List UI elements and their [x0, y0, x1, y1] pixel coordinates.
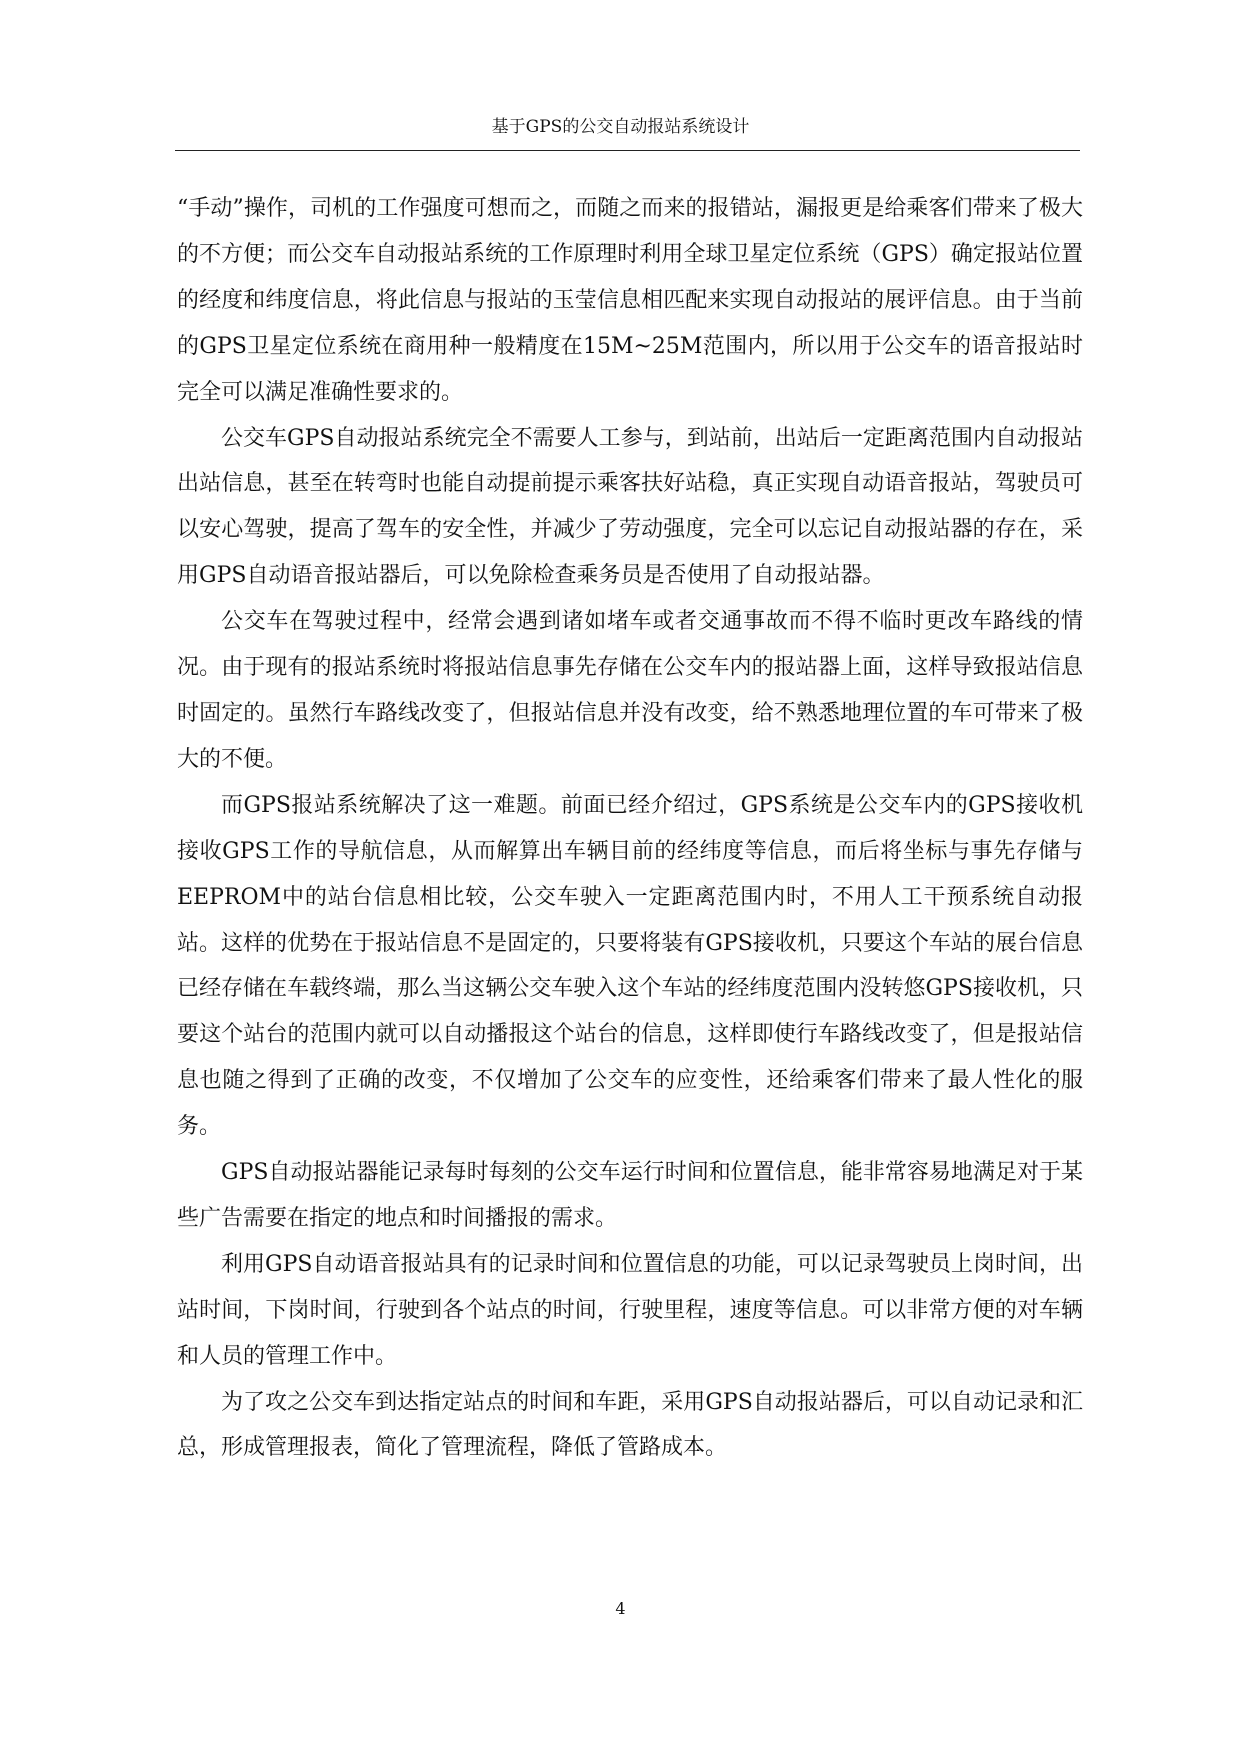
body-text: [177, 186, 1083, 1471]
paragraph: 公交车在驾驶过程中，经常会遇到诸如堵车或者交通事故而不得不临时更改车路线的情况。由于现有的报站系统时将报站信息事先存储在公交车内的报站器上面，这样导致报站信息时固定的。虽然行车路线改变了，但报站信息并没有改变，给不熟悉地理位置的车可带来了极大的不便。: [177, 609, 1083, 772]
page-number: 4: [615, 1599, 626, 1618]
paragraph: 公交车GPS自动报站系统完全不需要人工参与，到站前，出站后一定距离范围内自动报站出站信息，甚至在转弯时也能自动提前提示乘客扶好站稳，真正实现自动语音报站，驾驶员可以安心驾驶，提高了驾车的安全性，并减少了劳动强度，完全可以忘记自动报站器的存在，采用GPS自动语音报站器后，可以免除检查乘务员是否使用了自动报站器。: [177, 425, 1083, 589]
paragraph-continuation: “手动”操作，司机的工作强度可想而之，而随之而来的报错站，漏报更是给乘客们带来了极大的不方便；而公交车自动报站系统的工作原理时利用全球卫星定位系统（GPS）确定报站位置的经度和纬度信息，将此信息与报站的玉莹信息相匹配来实现自动报站的展评信息。由于当前的GPS卫星定位系统在商用种一般精度在15M~25M范围内，所以用于公交车的语音报站时完全可以满足准确性要求的。: [177, 196, 1083, 405]
paragraph: 为了攻之公交车到达指定站点的时间和车距，采用GPS自动报站器后，可以自动记录和汇总，形成管理报表，简化了管理流程，降低了管路成本。: [177, 1389, 1083, 1461]
paragraph: 而GPS报站系统解决了这一难题。前面已经介绍过，GPS系统是公交车内的GPS接收机接收GPS工作的导航信息，从而解算出车辆目前的经纬度等信息，而后将坐标与事先存储与EEPROM中的站台信息相比较，公交车驶入一定距离范围内时，不用人工干预系统自动报站。这样的优势在于报站信息不是固定的，只要将装有GPS接收机，只要这个车站的展台信息已经存储在车载终端，那么当这辆公交车驶入这个车站的经纬度范围内没转悠GPS接收机，只要这个站台的范围内就可以自动播报这个站台的信息，这样即使行车路线改变了，但是报站信息也随之得到了正确的改变，不仅增加了公交车的应变性，还给乘客们带来了最人性化的服务。: [177, 792, 1083, 1140]
paragraph: 利用GPS自动语音报站具有的记录时间和位置信息的功能，可以记录驾驶员上岗时间，出站时间，下岗时间，行驶到各个站点的时间，行驶里程，速度等信息。可以非常方便的对车辆和人员的管理工作中。: [177, 1251, 1083, 1369]
paragraph: GPS自动报站器能记录每时每刻的公交车运行时间和位置信息，能非常容易地满足对于某些广告需要在指定的地点和时间播报的需求。: [177, 1160, 1083, 1231]
header-divider: [175, 150, 1080, 151]
running-header: 基于GPS的公交自动报站系统设计: [491, 117, 750, 137]
